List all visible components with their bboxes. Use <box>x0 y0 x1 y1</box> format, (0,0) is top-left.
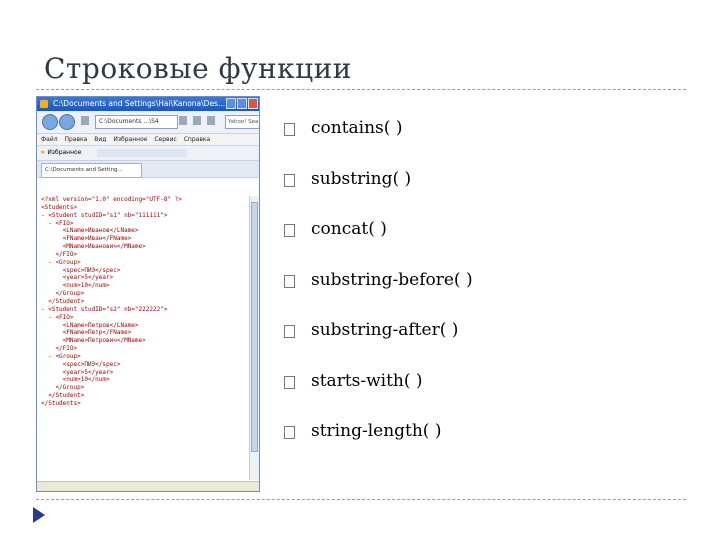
list-item <box>284 270 473 321</box>
function-name: concat( ) <box>311 219 387 239</box>
function-name: string-length( ) <box>311 421 442 441</box>
browser-toolbar <box>37 111 259 134</box>
window-title-bar <box>37 97 259 111</box>
favorites-link[interactable] <box>97 149 187 157</box>
browser-tab[interactable]: C:\Documents and Setting... <box>41 163 142 178</box>
window-title: C:\Documents and Settings\Hai\Kanona\Des... <box>53 99 226 108</box>
menu-item[interactable]: Избранное <box>113 136 148 143</box>
square-bullet-icon <box>284 174 295 187</box>
square-bullet-icon <box>284 224 295 237</box>
go-icon[interactable] <box>207 116 215 125</box>
function-name: substring( ) <box>311 168 412 189</box>
xml-line: <MName>Иванович</MName> <box>41 243 146 251</box>
xml-line: </Group> <box>41 290 85 298</box>
maximize-icon[interactable] <box>237 98 247 109</box>
square-bullet-icon <box>284 426 295 439</box>
list-item <box>284 371 473 422</box>
star-icon[interactable]: ★ <box>40 149 46 156</box>
xml-line: <FName>Иван</FName> <box>41 235 132 243</box>
xml-line: <?xml version="1.0" encoding="UTF-8" ?> <box>41 196 182 203</box>
xml-line: - <Group> <box>41 352 81 360</box>
slide-title: Строковые функции <box>44 52 352 85</box>
forward-icon[interactable] <box>59 114 75 130</box>
xml-line: <year>5</year> <box>41 368 114 376</box>
ie-icon <box>40 100 48 108</box>
address-bar[interactable]: C:\Documents ...\S4 <box>95 115 178 129</box>
function-name: substring-before( ) <box>311 269 473 290</box>
square-bullet-icon <box>284 325 295 338</box>
function-list <box>284 118 473 472</box>
list-item <box>284 169 473 220</box>
top-divider <box>36 89 686 90</box>
scrollbar[interactable] <box>249 196 259 480</box>
refresh-icon[interactable] <box>179 116 187 125</box>
xml-line: </Student> <box>41 297 85 305</box>
xml-line: <spec>ПИЭ</spec> <box>41 360 121 368</box>
function-name: starts-with( ) <box>311 370 423 391</box>
square-bullet-icon <box>284 275 295 288</box>
square-bullet-icon <box>284 376 295 389</box>
xml-line: <spec>ПИЭ</spec> <box>41 266 121 274</box>
square-bullet-icon <box>284 123 295 136</box>
close-icon[interactable] <box>248 98 258 109</box>
list-item <box>284 118 473 169</box>
xml-line: </FIO> <box>41 345 78 353</box>
xml-line: <LName>Петров</LName> <box>41 321 139 329</box>
window-controls <box>226 98 258 109</box>
xml-line: </FIO> <box>41 250 78 258</box>
xml-line: - <Group> <box>41 258 81 266</box>
xml-line: <num>10</num> <box>41 376 110 384</box>
search-input[interactable]: Yahoo! Sea <box>225 115 260 129</box>
xml-line: <Students> <box>41 203 78 211</box>
xml-line: - <Student studID="s2" nb="222222"> <box>41 305 168 313</box>
xml-line: - <FIO> <box>41 313 74 321</box>
xml-line: </Group> <box>41 384 85 392</box>
xml-line: <LName>Иванов</LName> <box>41 227 139 235</box>
xml-line: <FName>Петр</FName> <box>41 329 132 337</box>
menu-bar <box>37 134 259 145</box>
status-bar <box>37 481 259 491</box>
xml-line: - <FIO> <box>41 219 74 227</box>
xml-line: </Students> <box>41 399 81 407</box>
xml-line: <MName>Петрович</MName> <box>41 337 146 345</box>
function-name: substring-after( ) <box>311 320 459 340</box>
page-icon <box>81 116 89 125</box>
tab-bar <box>37 161 259 178</box>
favorites-bar <box>37 145 259 161</box>
list-item <box>284 421 473 472</box>
minimize-icon[interactable] <box>226 98 236 109</box>
list-item <box>284 320 473 371</box>
function-name: contains( ) <box>311 118 403 138</box>
xml-line: <num>10</num> <box>41 282 110 290</box>
bottom-divider <box>36 499 686 500</box>
xml-line: </Student> <box>41 392 85 400</box>
menu-item[interactable]: Правка <box>64 136 88 143</box>
menu-item[interactable]: Файл <box>41 136 58 143</box>
xml-line: - <Student studID="s1" nb="111111"> <box>41 211 168 219</box>
play-arrow-icon <box>33 507 45 523</box>
back-icon[interactable] <box>42 114 58 130</box>
xml-line: <year>5</year> <box>41 274 114 282</box>
scrollbar-thumb[interactable] <box>251 202 258 452</box>
favorites-label[interactable]: Избранное <box>47 149 82 156</box>
menu-item[interactable]: Вид <box>94 136 107 143</box>
stop-icon[interactable] <box>193 116 201 125</box>
list-item <box>284 219 473 270</box>
menu-item[interactable]: Справка <box>183 136 211 143</box>
xml-content <box>41 196 241 408</box>
menu-item[interactable]: Сервис <box>154 136 177 143</box>
browser-screenshot <box>36 96 260 492</box>
